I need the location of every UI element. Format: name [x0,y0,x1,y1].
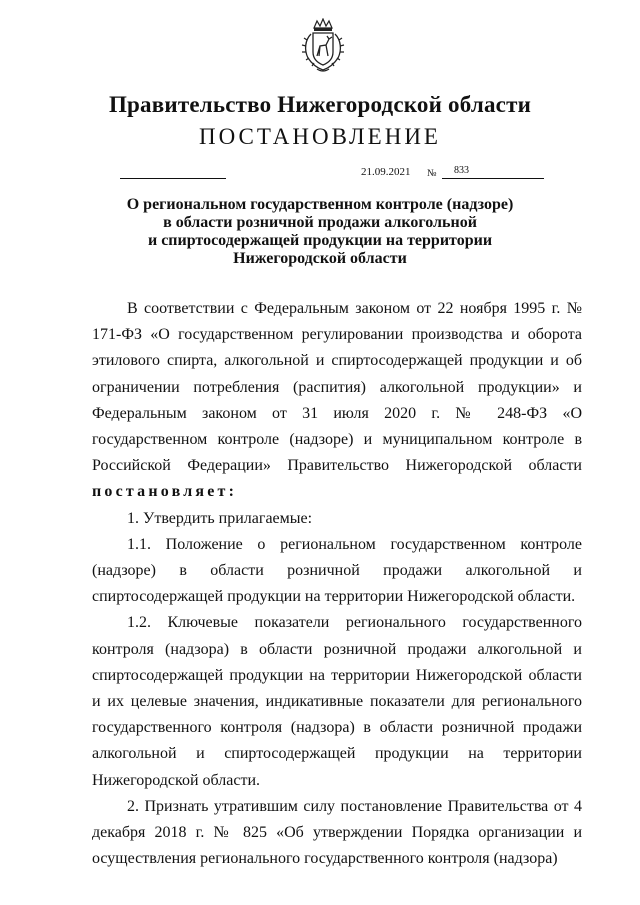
subject-line: Нижегородской области [233,250,407,267]
subject-line: и спиртосодержащей продукции на территории [147,232,493,249]
document-number-field [442,166,544,179]
coat-of-arms-icon [300,18,346,74]
subject-line: О региональном государственном контроле (надзоре) [126,196,514,213]
intro-text: В соответствии с Федеральным законом от 22 ноября 1995 г. № 171-ФЗ «О государственном регулировании производства и оборота этилового спирта, алкогольной и спиртосодержащей продукции и об ограничении потребления (распития) алкогольной продукции» и Федеральным законом от 31 июля 2020 г. № 248-ФЗ «О государственном контроле (надзоре) и муниципальном контроле в Российской Федерации» Правительство Нижегородской области [92,300,582,475]
item-2: 2. Признать утратившим силу постановление Правительства от 4 декабря 2018 г. № 825 «Об утверждении Порядка организации и осуществления регионального государственного контроля (надзора) [92,797,582,868]
intro-paragraph [92,296,582,506]
document-type: ПОСТАНОВЛЕНИЕ [199,124,441,149]
document-subject [100,196,540,268]
item-1-1: 1.1. Положение о региональном государственном контроле (надзоре) в области розничной продажи алкогольной и спиртосодержащей продукции на территории Нижегородской области. [92,535,582,606]
document-date: 21.09.2021 [361,166,411,178]
blank-date-line [120,178,226,179]
government-title: Правительство Нижегородской области [108,92,532,117]
document-body [92,296,582,872]
item-1-2: 1.2. Ключевые показатели регионального государственного контроля (надзора) в области розничной продажи алкогольной и спиртосодержащей продукции на территории Нижегородской области и их целевые значения, индикативные показатели для регионального государственного контроля (надзора) в области розничной продажи алкогольной и спиртосодержащей продукции на территории Нижегородской области. [92,614,582,789]
resolves-keyword: постановляет: [92,483,238,501]
number-label: № [427,168,437,179]
document-number: 833 [454,165,469,176]
subject-line: в области розничной продажи алкогольной [163,214,477,231]
item-1: 1. Утвердить прилагаемые: [127,509,313,527]
